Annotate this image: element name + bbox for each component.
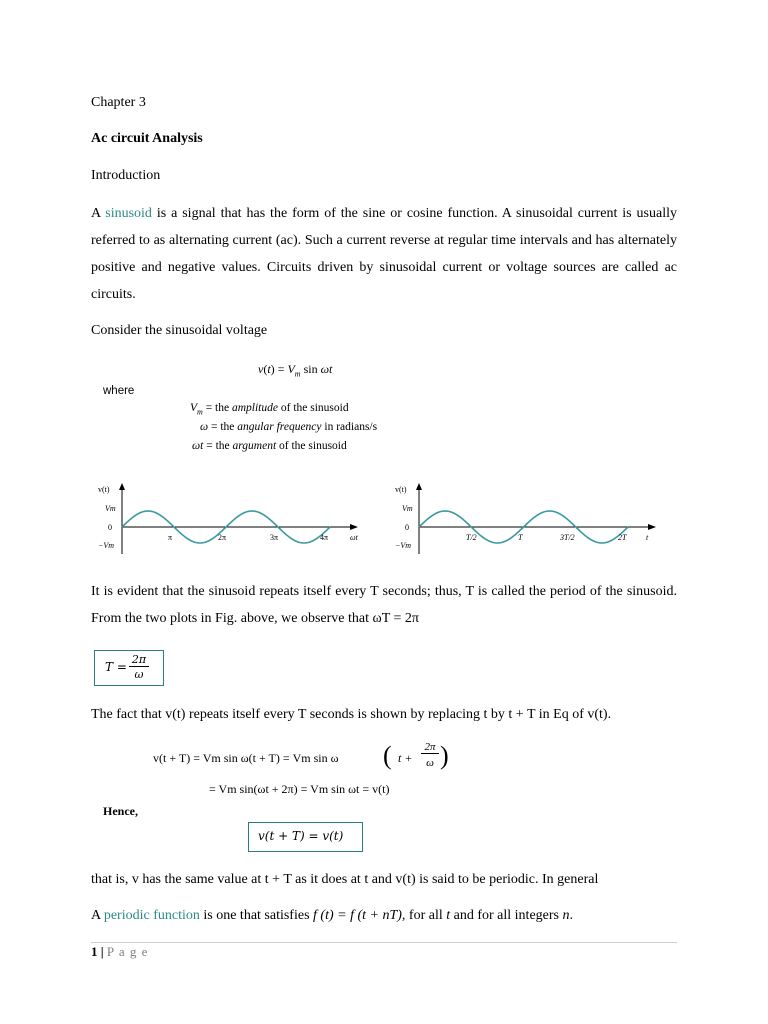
page-footer [91, 944, 148, 960]
x-tick-pi: π [168, 533, 173, 542]
shift-frac-num: 2π [421, 741, 439, 754]
chapter-label: Chapter 3 [91, 95, 146, 110]
consider-line: Consider the sinusoidal voltage [91, 323, 268, 338]
x-label: t [646, 533, 649, 542]
x-tick-4pi: 4π [320, 533, 329, 542]
y-tick-vm: Vm [402, 504, 413, 513]
y-tick-neg-vm: −Vm [395, 541, 412, 550]
y-tick-vm: Vm [105, 504, 116, 513]
where-label: where [103, 385, 135, 397]
x-tick-3half-t: 3T/2 [560, 533, 575, 542]
para1-text: is a signal that has the form of the sine or cosine function. A sinusoidal current is usually referred to as alternating current (ac). Such a current reverse at regular time intervals and has alternately positive and negative values. Circuits driven by sinusoidal current or voltage sources are called ac circuits. [91, 206, 677, 302]
page-number: 1 [91, 944, 98, 959]
y-tick-zero: 0 [405, 523, 409, 532]
periodic-function-link[interactable]: periodic function [103, 908, 200, 923]
periodic-equation: v(t + T) = v(t) [258, 829, 344, 843]
equation-main: $v(t) = V_m$ sin ωt [258, 362, 333, 379]
def-argument: ωt = the argument of the sinusoid [192, 440, 347, 452]
replace-paragraph: The fact that v(t) repeats itself every T seconds is shown by replacing t by t + T in Eq of v(t). [91, 707, 612, 722]
period-paragraph: It is evident that the sinusoid repeats itself every T seconds; thus, T is called the period of the sinusoid. From the two plots in Fig. above, we observe that ωT = 2π [91, 584, 677, 626]
sinusoid-link[interactable]: sinusoid [105, 206, 152, 221]
period-num: 2π [129, 653, 149, 667]
y-tick-neg-vm: −Vm [98, 541, 115, 550]
paren-close: ) [440, 741, 449, 770]
footer-rule [91, 942, 677, 943]
periodic-equation-box [248, 822, 363, 852]
shift-line1-text: v(t + T) = Vm sin ω(t + T) = Vm sin ω [153, 751, 339, 765]
chapter-title: Ac circuit Analysis [91, 131, 203, 146]
footer-separator: | [100, 944, 104, 959]
x-tick-2pi: 2π [218, 533, 227, 542]
axis-y-arrow [416, 483, 422, 490]
periodic-function-definition: A periodic function is one that satisfies f (t) = f (t + nT), for all t and for all integers n. [91, 908, 573, 923]
sinusoid-plot-t [392, 480, 672, 560]
paren-open: ( [383, 741, 392, 770]
period-equation-box [94, 650, 164, 686]
section-heading: Introduction [91, 168, 161, 183]
periodic-formula: f (t) = f (t + nT) [313, 908, 402, 923]
para1-prefix: A [91, 206, 106, 221]
axis-y-arrow [119, 483, 125, 490]
def-angular-frequency: ω = the angular frequency in radians/s [200, 421, 378, 433]
hence-label: Hence, [103, 804, 138, 818]
axis-x-arrow [350, 524, 358, 530]
x-tick-half-t: T/2 [466, 533, 477, 542]
intro-paragraph [91, 200, 677, 308]
page-word: P a g e [106, 944, 149, 959]
shift-frac-den: ω [426, 757, 434, 769]
x-tick-3pi: 3π [270, 533, 279, 542]
sinusoid-plot-omega-t [92, 480, 372, 560]
y-label: v(t) [98, 485, 110, 494]
shift-paren-pre: t + [398, 751, 413, 765]
x-tick-2t: 2T [618, 533, 627, 542]
periodic-paragraph: that is, v has the same value at t + T as it does at t and v(t) is said to be periodic. In general [91, 872, 599, 887]
x-tick-t: T [518, 533, 523, 542]
y-tick-zero: 0 [108, 523, 112, 532]
shift-equation-line1 [153, 751, 339, 766]
def-amplitude: $V_m$ = the amplitude of the sinusoid [190, 402, 349, 417]
x-label: ωt [350, 533, 358, 542]
period-den: ω [134, 668, 144, 681]
period-lhs: T = [105, 660, 127, 674]
shift-equation-line2: = Vm sin(ωt + 2π) = Vm sin ωt = v(t) [209, 782, 390, 796]
axis-x-arrow [648, 524, 656, 530]
y-label: v(t) [395, 485, 407, 494]
